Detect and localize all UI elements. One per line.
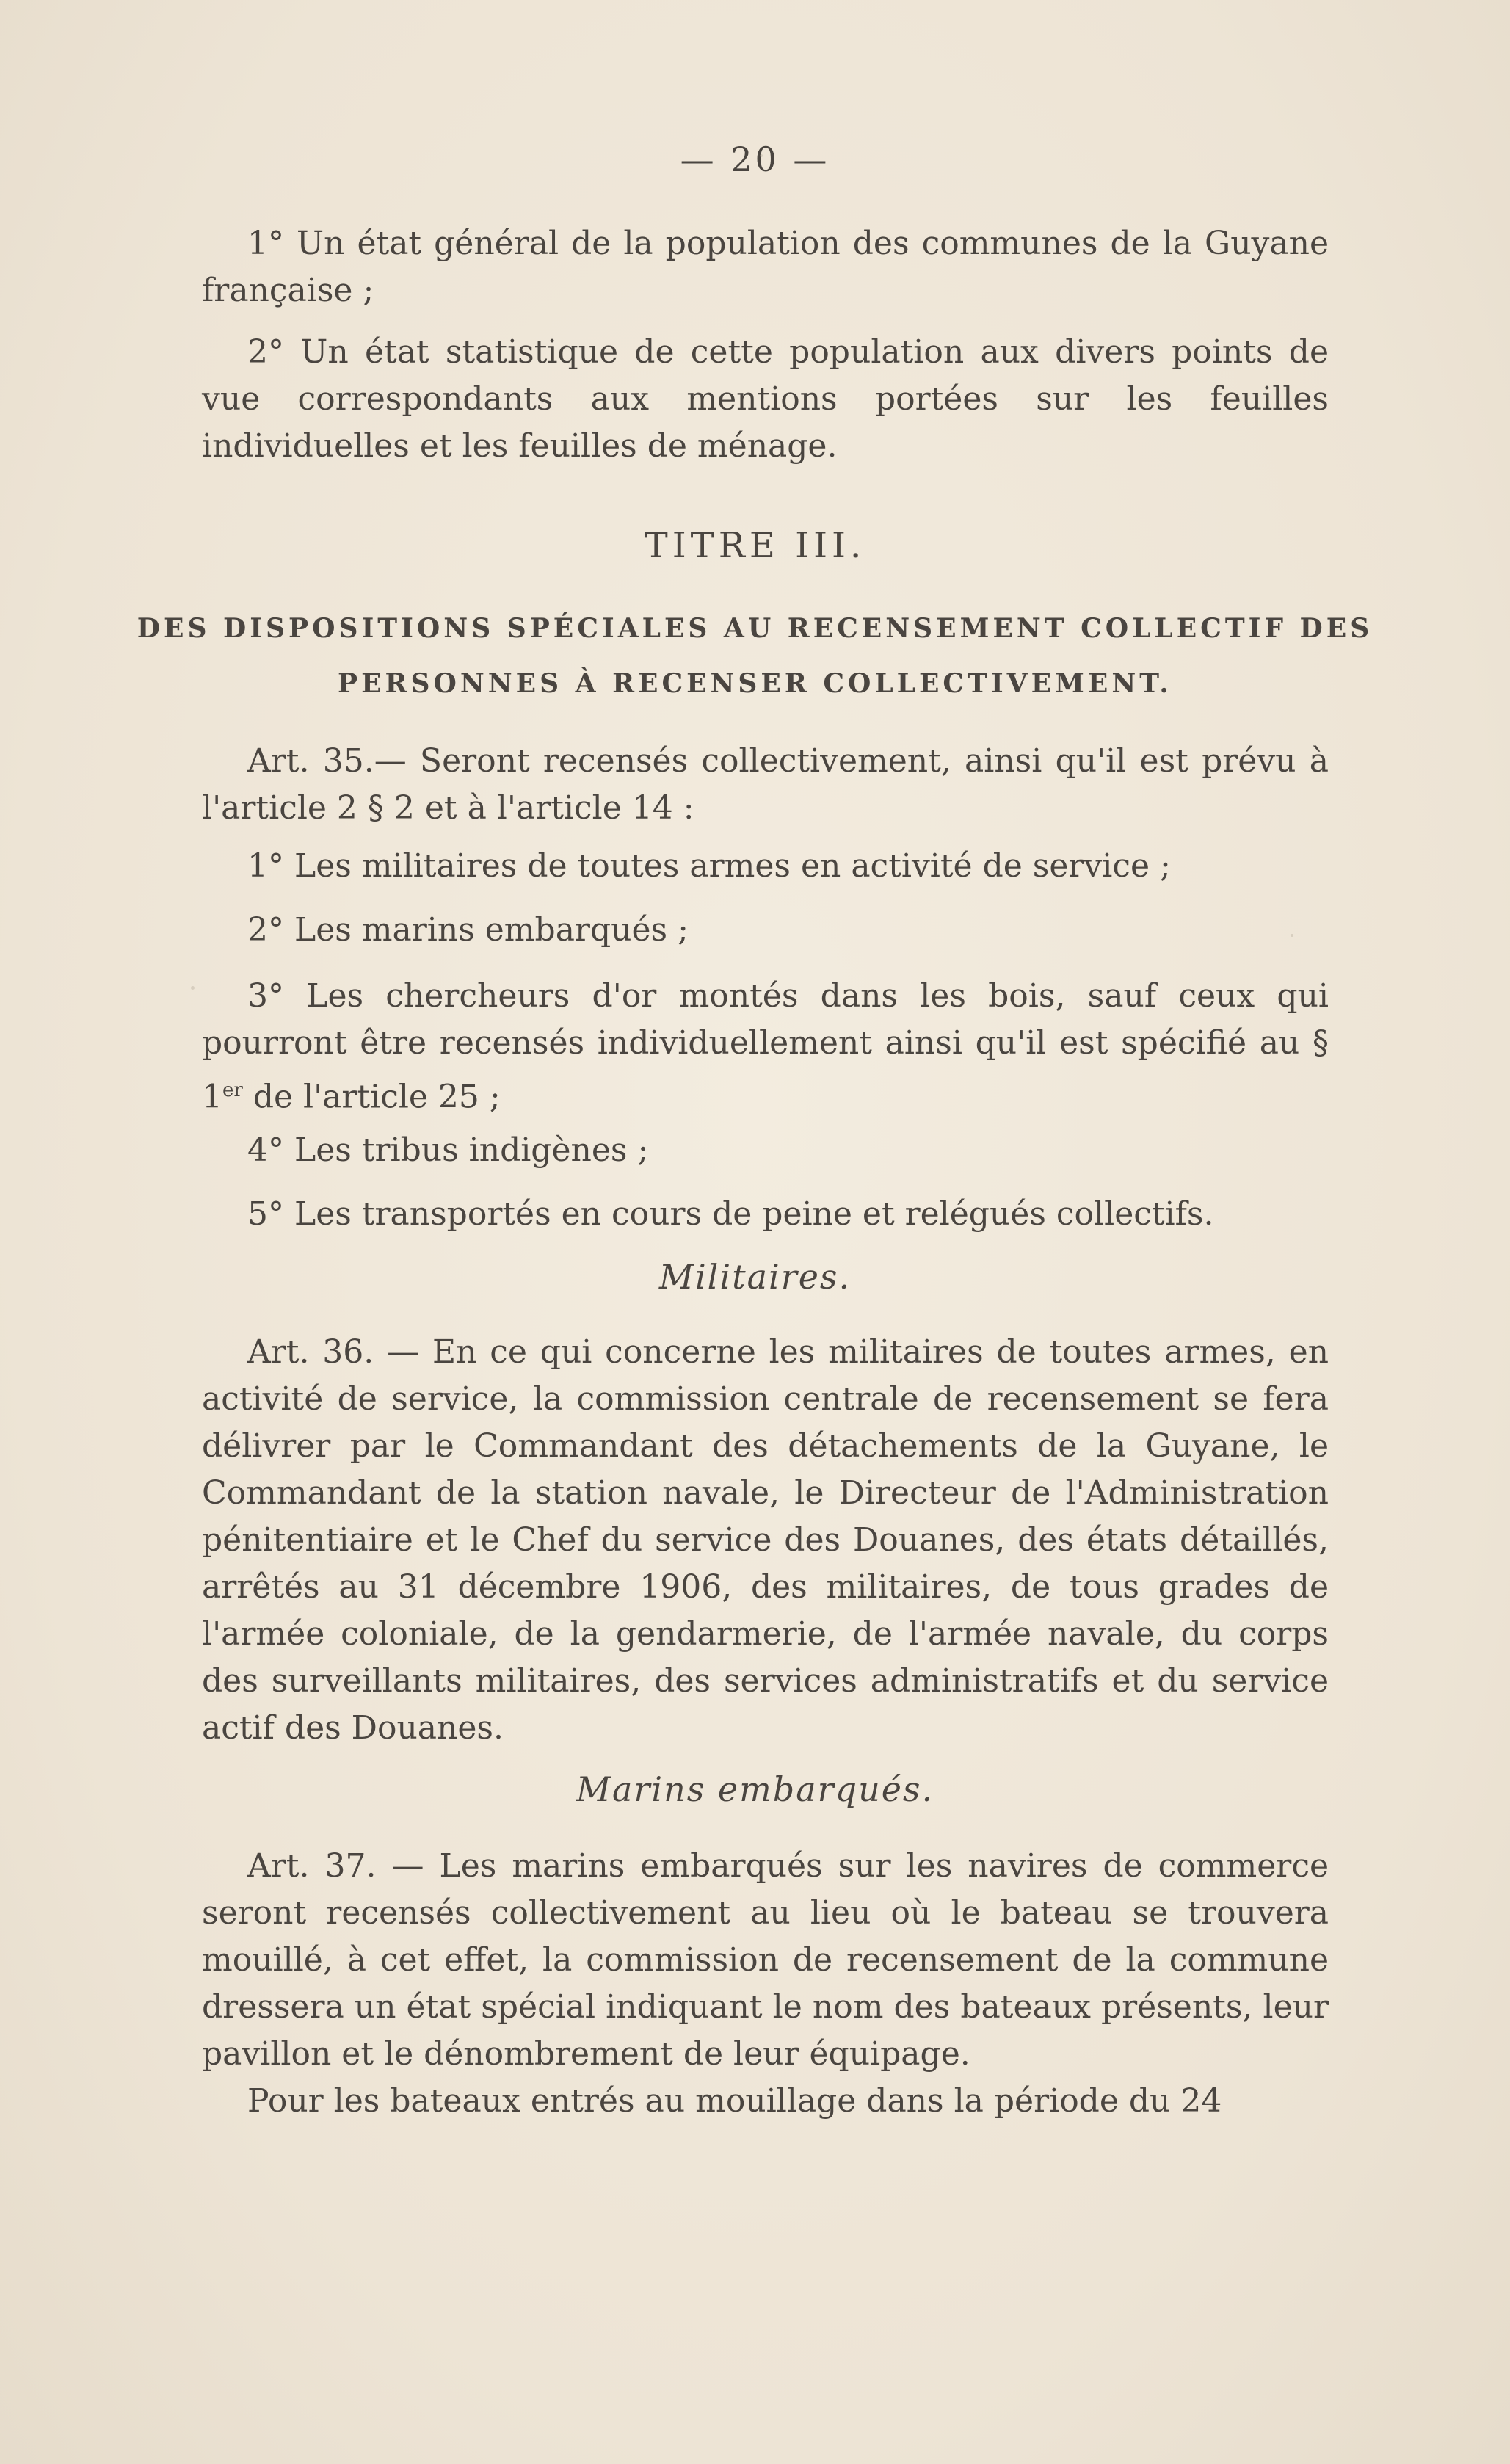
section-heading-militaires: Militaires.	[658, 1257, 852, 1297]
article-35-intro: Art. 35.— Seront recensés collectivement, ainsi qu'il est prévu à l'article 2 § 2 et à l'article 14 :	[202, 742, 1329, 827]
paper-speck	[760, 154, 763, 157]
list-item-text: 3° Les chercheurs d'or montés dans les bois, sauf ceux qui pourront être recensés individuellement ainsi qu'il est spécifié au § 1	[202, 977, 1329, 1116]
list-item: 2° Les marins embarqués ;	[247, 911, 689, 949]
article-36: Art. 36. — En ce qui concerne les militaires de toutes armes, en activité de service, la commission centrale de recensement se fera délivrer par le Commandant des détachements de la Guyane, le Commandant de la station navale, le Directeur de l'Administration pénitentiaire et le Chef du service des Douanes, des états détaillés, arrêtés au 31 décembre 1906, des militaires, de tous grades de l'armée coloniale, de la gendarmerie, de l'armée navale, du corps des surveillants militaires, des services administratifs et du service actif des Douanes.	[202, 1333, 1329, 1747]
page-number: — 20 —	[680, 139, 830, 179]
title-heading: TITRE III.	[644, 525, 866, 566]
list-item: 2° Un état statistique de cette population aux divers points de vue correspondants aux mentions portées sur les feuilles individuelles et les feuilles de ménage.	[202, 333, 1329, 465]
section-heading-marins: Marins embarqués.	[576, 1769, 934, 1809]
list-item: 4° Les tribus indigènes ;	[247, 1131, 649, 1169]
title-subheading: DES DISPOSITIONS SPÉCIALES AU RECENSEMENT COLLECTIF DES	[137, 613, 1373, 644]
list-item: 5° Les transportés en cours de peine et relégués collectifs.	[247, 1195, 1214, 1233]
paper-speck	[1291, 934, 1293, 937]
article-37: Art. 37. — Les marins embarqués sur les navires de commerce seront recensés collectivement au lieu où le bateau se trouvera mouillé, à cet effet, la commission de recensement de la commune dressera un état spécial indiquant le nom des bateaux présents, leur pavillon et le dénombrement de leur équipage.	[202, 1847, 1329, 2073]
list-item-text: de l'article 25 ;	[242, 1078, 501, 1116]
list-item: 1° Un état général de la population des communes de la Guyane française ;	[202, 225, 1329, 309]
title-subheading: PERSONNES À RECENSER COLLECTIVEMENT.	[338, 668, 1172, 699]
superscript: er	[222, 1079, 243, 1101]
list-item	[202, 973, 1329, 1121]
paper-speck	[191, 986, 195, 990]
article-37-continuation: Pour les bateaux entrés au mouillage dans la période du 24	[247, 2082, 1222, 2120]
list-item: 1° Les militaires de toutes armes en activité de service ;	[247, 847, 1171, 885]
